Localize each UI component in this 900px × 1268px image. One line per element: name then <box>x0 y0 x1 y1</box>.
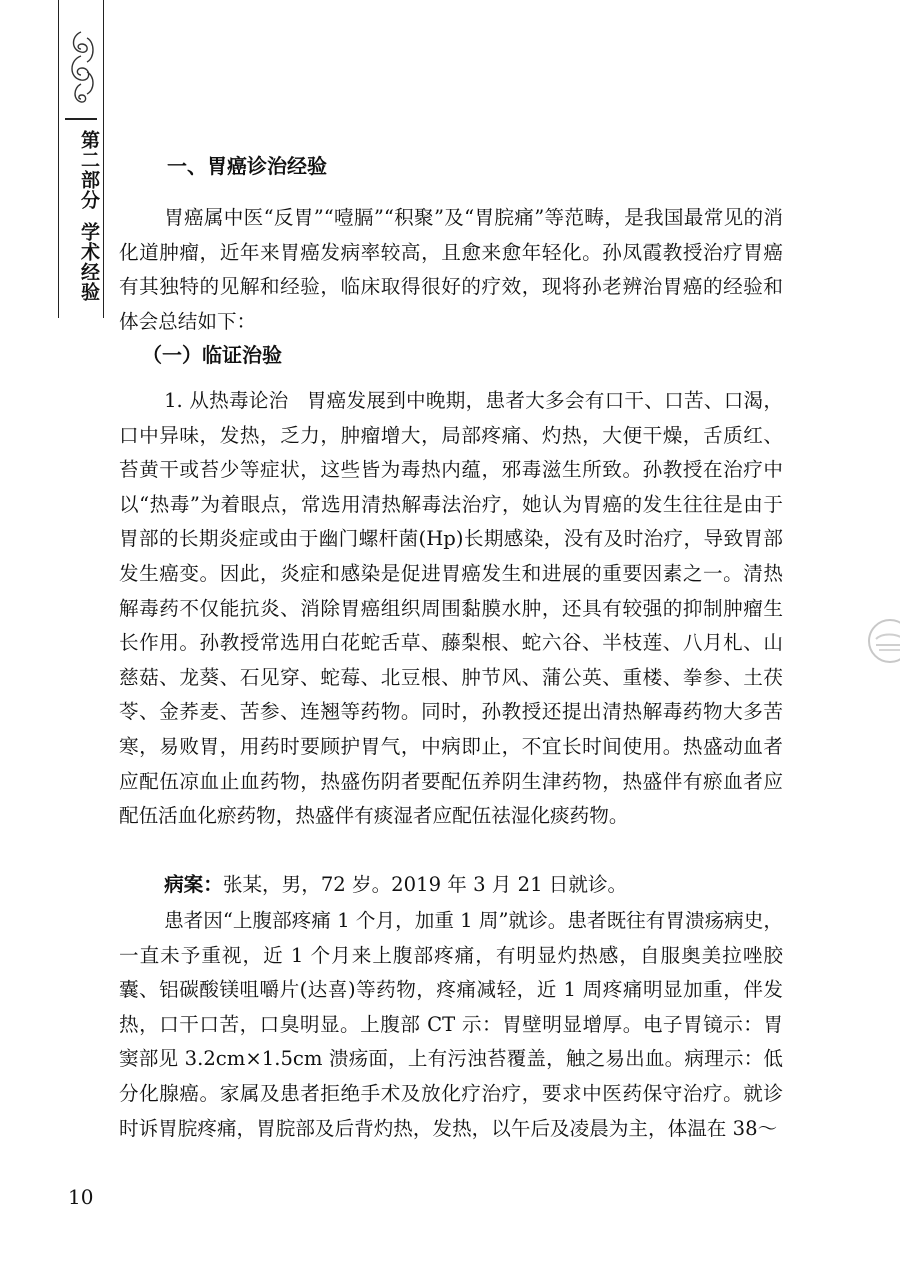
case-summary: 张某，男，72 岁。2019 年 3 月 21 日就诊。 <box>222 873 628 896</box>
intro-paragraph: 胃癌属中医“反胃”“噎膈”“积聚”及“胃脘痛”等范畴，是我国最常见的消化道肿瘤，近年来胃癌发病率较高，且愈来愈年轻化。孙凤霞教授治疗胃癌有其独特的见解和经验，临床取得很好的疗效，现将孙老辨治胃癌的经验和体会总结如下： <box>119 206 783 333</box>
case-label: 病案： <box>164 873 223 896</box>
part-label: 第二部分 <box>78 130 100 210</box>
part-title: 学术经验 <box>78 222 100 302</box>
sidebar-divider <box>65 118 97 120</box>
case-history-paragraph: 患者因“上腹部疼痛 1 个月，加重 1 周”就诊。患者既往有胃溃疡病史，一直未予重视，近 1 个月来上腹部疼痛，有明显灼热感，自服奥美拉唑胶囊、铝碳酸镁咀嚼片(达喜)等药物，疼痛减轻，近 1 周疼痛明显加重，伴发热，口干口苦，口臭明显。上腹部 CT 示：胃壁明显增厚。电子胃镜示：胃窦部见 3.2cm×1.5cm 溃疡面，上有污浊苔覆盖，触之易出血。病理示：低分化腺癌。家属及患者拒绝手术及放化疗治疗，要求中医药保守治疗。就诊时诉胃脘疼痛，胃脘部及后背灼热，发热，以午后及凌晨为主，体温在 38～ <box>119 909 783 1140</box>
page-number: 10 <box>68 1185 94 1209</box>
case-paragraph <box>119 868 783 903</box>
method-lead: 1. 从热毒论治 <box>164 389 289 412</box>
page-edge-seal-icon <box>866 617 900 665</box>
subsection-heading: （一）临证治验 <box>142 343 282 367</box>
scroll-ornament-icon <box>65 28 97 108</box>
method-body: 胃癌发展到中晚期，患者大多会有口干、口苦、口渴，口中异味，发热，乏力，肿瘤增大，局部疼痛、灼热，大便干燥，舌质红、苔黄干或苔少等症状，这些皆为毒热内蕴，邪毒滋生所致。孙教授在治疗中以“热毒”为着眼点，常选用清热解毒法治疗，她认为胃癌的发生往往是由于胃部的长期炎症或由于幽门螺杆菌(Hp)长期感染，没有及时治疗，导致胃部发生癌变。因此，炎症和感染是促进胃癌发生和进展的重要因素之一。清热解毒药不仅能抗炎、消除胃癌组织周围黏膜水肿，还具有较强的抑制肿瘤生长作用。孙教授常选用白花蛇舌草、藤梨根、蛇六谷、半枝莲、八月札、山慈菇、龙葵、石见穿、蛇莓、北豆根、肿节风、蒲公英、重楼、拳参、土茯苓、金荞麦、苦参、连翘等药物。同时，孙教授还提出清热解毒药物大多苦寒，易败胃，用药时要顾护胃气，中病即止，不宜长时间使用。热盛动血者应配伍凉血止血药物，热盛伤阴者要配伍养阴生津药物，热盛伴有瘀血者应配伍活血化瘀药物，热盛伴有痰湿者应配伍祛湿化痰药物。 <box>119 389 783 828</box>
part-sidebar <box>58 0 104 318</box>
section-heading: 一、胃癌诊治经验 <box>167 154 327 178</box>
method-paragraph <box>119 384 783 834</box>
